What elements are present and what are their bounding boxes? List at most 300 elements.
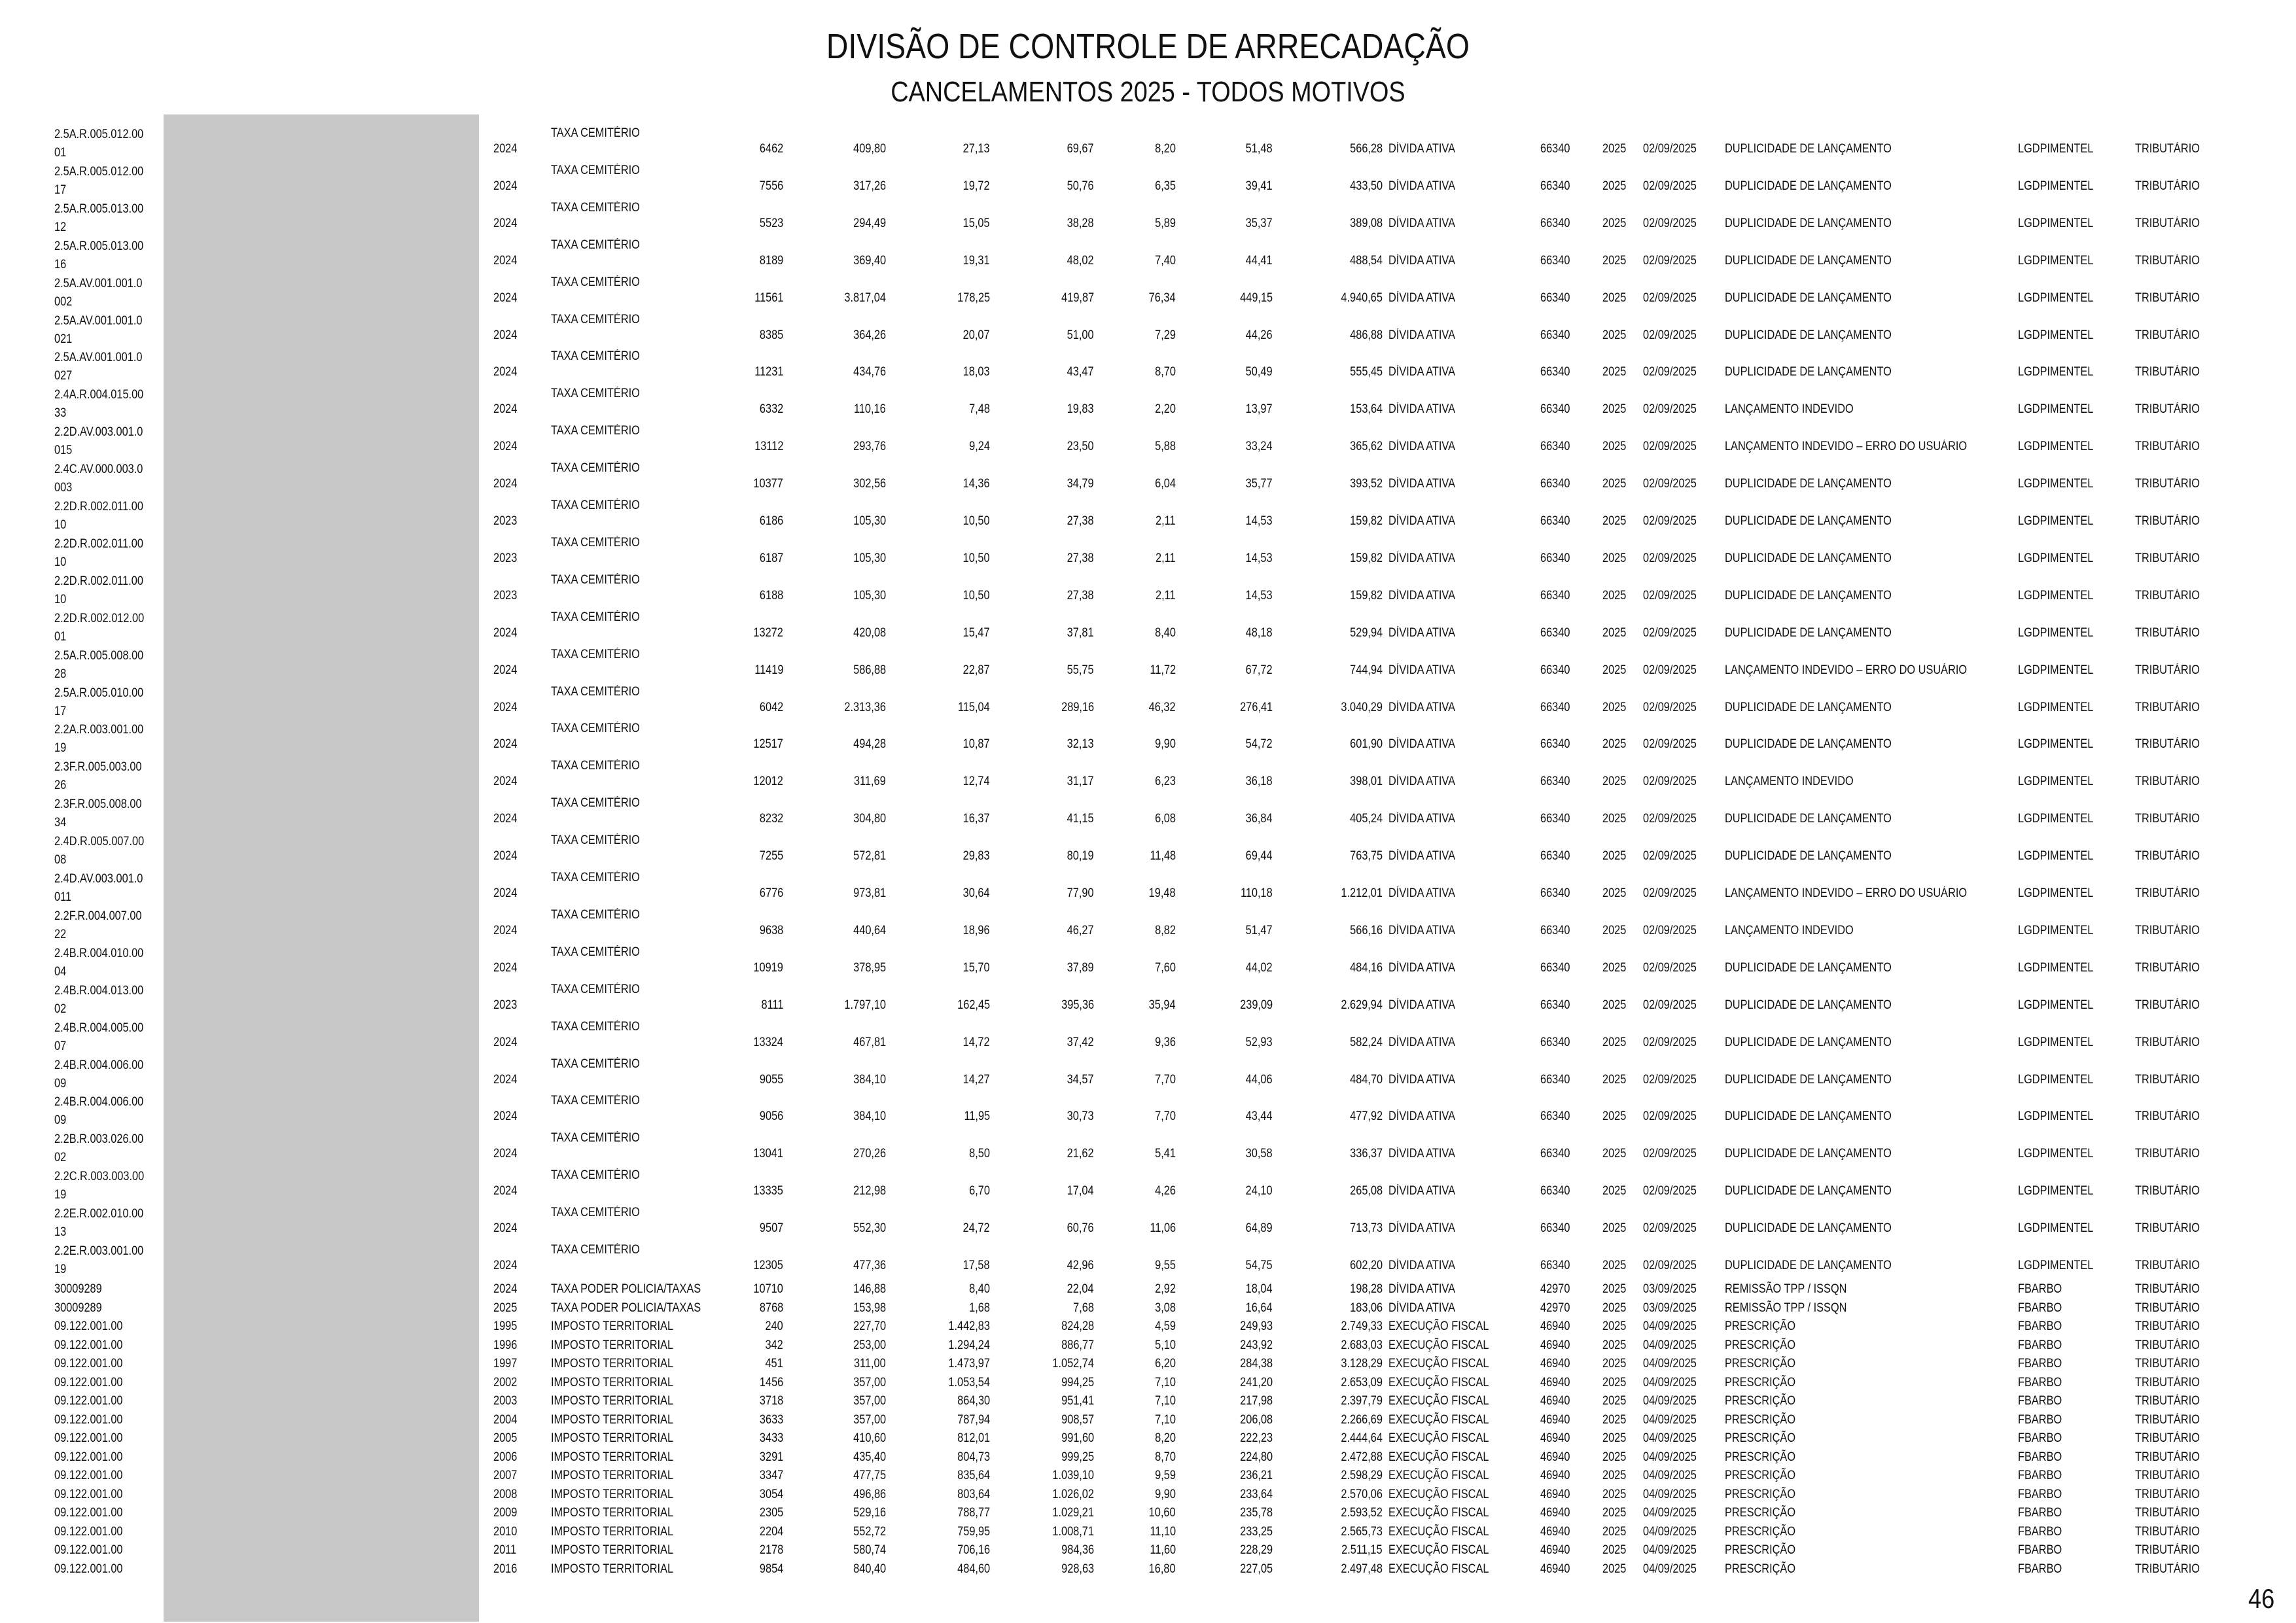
cell-cod: 46940 <box>1540 1543 1570 1557</box>
cell-tipo: DÍVIDA ATIVA <box>1388 886 1456 900</box>
cell-v5: 54,75 <box>1246 1259 1273 1272</box>
cell-date: 04/09/2025 <box>1643 1524 1697 1539</box>
cell-v3: 48,02 <box>1067 253 1094 268</box>
cell-num: 9056 <box>759 1109 783 1124</box>
cell-inscricao: 2.5A.R.005.013.00 <box>54 201 144 216</box>
cell-user: LGDPIMENTEL <box>2018 886 2094 900</box>
cell-user: LGDPIMENTEL <box>2018 663 2094 677</box>
cell-inscricao-cont: 19 <box>54 741 67 756</box>
cell-desc: IMPOSTO TERRITORIAL <box>551 1375 674 1389</box>
cell-num: 9638 <box>759 923 783 937</box>
cell-ano: 2025 <box>1602 700 1627 714</box>
cell-desc: TAXA CEMITÉRIO <box>551 1019 640 1034</box>
cell-ano: 2025 <box>1602 514 1627 528</box>
cell-v2: 484,60 <box>957 1562 990 1576</box>
cell-v3: 951,41 <box>1061 1394 1094 1408</box>
cell-tipo: DÍVIDA ATIVA <box>1388 1072 1456 1087</box>
cell-v5: 241,20 <box>1240 1375 1273 1389</box>
cell-inscricao-cont: 011 <box>54 890 72 904</box>
cell-v1: 420,08 <box>853 625 886 640</box>
cell-cod: 46940 <box>1540 1469 1570 1482</box>
cell-v4: 8,20 <box>1155 142 1176 156</box>
cell-num: 5523 <box>759 216 783 230</box>
cell-ano: 2025 <box>1602 1221 1627 1236</box>
cell-v3: 1.026,02 <box>1052 1487 1094 1501</box>
cell-v1: 105,30 <box>853 588 886 602</box>
cell-cod: 66340 <box>1540 551 1570 565</box>
cell-user: LGDPIMENTEL <box>2018 440 2094 454</box>
cell-user: FBARBO <box>2018 1300 2062 1315</box>
cell-v3: 419,87 <box>1061 290 1094 305</box>
cell-v1: 1.797,10 <box>844 998 886 1012</box>
cell-desc: TAXA CEMITÉRIO <box>551 461 640 476</box>
cell-tipo: EXECUÇÃO FISCAL <box>1388 1524 1489 1539</box>
cell-v5: 30,58 <box>1246 1147 1273 1161</box>
cell-setor: TRIBUTÁRIO <box>2135 775 2200 789</box>
cell-year: 2024 <box>493 625 518 640</box>
cell-motivo: LANÇAMENTO INDEVIDO <box>1725 923 1854 937</box>
cell-year: 2024 <box>493 477 518 491</box>
cell-ano: 2025 <box>1602 1412 1627 1427</box>
cell-num: 11561 <box>754 290 783 305</box>
cell-v5: 276,41 <box>1240 700 1273 714</box>
cell-v4: 19,48 <box>1149 886 1176 900</box>
cell-num: 3054 <box>759 1487 783 1501</box>
cell-user: LGDPIMENTEL <box>2018 737 2094 752</box>
cell-motivo: DUPLICIDADE DE LANÇAMENTO <box>1725 960 1892 975</box>
cell-v4: 7,10 <box>1155 1412 1176 1427</box>
cell-ano: 2025 <box>1602 1357 1627 1370</box>
cell-num: 8232 <box>759 812 783 826</box>
table-row <box>0 1282 2296 1300</box>
cell-v1: 572,81 <box>853 849 886 864</box>
cell-user: FBARBO <box>2018 1338 2062 1352</box>
cell-inscricao-cont: 10 <box>54 555 67 569</box>
cell-user: LGDPIMENTEL <box>2018 477 2094 491</box>
cell-num: 6187 <box>759 551 783 565</box>
cell-v4: 10,60 <box>1149 1506 1176 1520</box>
page-title: DIVISÃO DE CONTROLE DE ARRECADAÇÃO <box>826 27 1470 66</box>
cell-v3: 886,77 <box>1061 1338 1094 1352</box>
cell-total: 486,88 <box>1350 328 1383 342</box>
cell-v3: 69,67 <box>1067 142 1094 156</box>
page-number: 46 <box>2248 1583 2275 1614</box>
cell-ano: 2025 <box>1602 402 1627 417</box>
cell-v4: 11,72 <box>1150 663 1176 677</box>
cell-ano: 2025 <box>1602 365 1627 379</box>
cell-ano: 2025 <box>1602 960 1627 975</box>
cell-v1: 364,26 <box>853 328 886 342</box>
cell-v3: 27,38 <box>1067 514 1094 528</box>
cell-inscricao: 09.122.001.00 <box>54 1319 123 1333</box>
cell-inscricao: 2.4D.AV.003.001.0 <box>54 872 143 886</box>
cell-v3: 19,83 <box>1067 402 1094 417</box>
cell-desc: IMPOSTO TERRITORIAL <box>551 1450 674 1464</box>
cell-v3: 34,57 <box>1067 1072 1094 1087</box>
cell-user: LGDPIMENTEL <box>2018 1147 2094 1161</box>
cell-user: LGDPIMENTEL <box>2018 960 2094 975</box>
cell-setor: TRIBUTÁRIO <box>2135 514 2200 528</box>
cell-inscricao: 09.122.001.00 <box>54 1506 123 1520</box>
cell-date: 02/09/2025 <box>1643 328 1697 342</box>
cell-tipo: DÍVIDA ATIVA <box>1388 849 1456 864</box>
cell-setor: TRIBUTÁRIO <box>2135 1338 2200 1352</box>
cell-date: 03/09/2025 <box>1643 1300 1697 1315</box>
cell-v4: 7,60 <box>1155 960 1176 975</box>
cell-tipo: DÍVIDA ATIVA <box>1388 253 1456 268</box>
cell-num: 3291 <box>759 1450 783 1464</box>
table-row <box>0 760 2296 797</box>
cell-total: 159,82 <box>1350 514 1383 528</box>
cell-num: 3433 <box>759 1431 783 1445</box>
cell-year: 2024 <box>493 216 518 230</box>
cell-v4: 5,88 <box>1155 440 1176 454</box>
cell-user: LGDPIMENTEL <box>2018 1035 2094 1049</box>
cell-setor: TRIBUTÁRIO <box>2135 1035 2200 1049</box>
cell-setor: TRIBUTÁRIO <box>2135 663 2200 677</box>
cell-v3: 38,28 <box>1067 216 1094 230</box>
cell-inscricao-cont: 08 <box>54 853 67 867</box>
cell-inscricao: 09.122.001.00 <box>54 1375 123 1389</box>
cell-ano: 2025 <box>1602 1487 1627 1501</box>
cell-inscricao: 2.4A.R.004.015.00 <box>54 388 144 402</box>
cell-v3: 60,76 <box>1067 1221 1094 1236</box>
cell-cod: 46940 <box>1540 1412 1570 1427</box>
table-row <box>0 1562 2296 1580</box>
cell-v2: 8,50 <box>969 1147 990 1161</box>
cell-desc: TAXA CEMITÉRIO <box>551 833 640 848</box>
cell-cod: 66340 <box>1540 886 1570 900</box>
cell-v3: 31,17 <box>1067 775 1094 789</box>
cell-inscricao-cont: 01 <box>54 629 67 644</box>
cell-cod: 66340 <box>1540 1259 1570 1272</box>
cell-total: 484,70 <box>1350 1072 1383 1087</box>
cell-ano: 2025 <box>1602 998 1627 1012</box>
cell-date: 02/09/2025 <box>1643 551 1697 565</box>
cell-v1: 552,30 <box>853 1221 886 1236</box>
table-row <box>0 425 2296 462</box>
cell-motivo: LANÇAMENTO INDEVIDO – ERRO DO USUÁRIO <box>1725 663 1968 677</box>
cell-ano: 2025 <box>1602 1562 1627 1576</box>
cell-cod: 66340 <box>1540 588 1570 602</box>
cell-inscricao-cont: 34 <box>54 816 67 830</box>
cell-num: 6042 <box>759 700 783 714</box>
cell-setor: TRIBUTÁRIO <box>2135 1524 2200 1539</box>
cell-date: 02/09/2025 <box>1643 849 1697 864</box>
cell-v4: 9,90 <box>1155 1487 1176 1501</box>
cell-v1: 105,30 <box>853 551 886 565</box>
cell-v1: 529,16 <box>853 1506 886 1520</box>
cell-v5: 243,92 <box>1240 1338 1273 1352</box>
cell-desc: IMPOSTO TERRITORIAL <box>551 1357 674 1370</box>
table-row <box>0 1021 2296 1058</box>
cell-v3: 51,00 <box>1067 328 1094 342</box>
cell-cod: 66340 <box>1540 737 1570 752</box>
cell-motivo: DUPLICIDADE DE LANÇAMENTO <box>1725 1147 1892 1161</box>
cell-v5: 249,93 <box>1240 1319 1273 1333</box>
cell-v2: 8,40 <box>969 1282 990 1296</box>
cell-setor: TRIBUTÁRIO <box>2135 402 2200 417</box>
cell-setor: TRIBUTÁRIO <box>2135 1469 2200 1482</box>
cell-v3: 30,73 <box>1067 1109 1094 1124</box>
cell-year: 2024 <box>493 179 518 193</box>
cell-v2: 9,24 <box>969 440 990 454</box>
cell-v3: 395,36 <box>1061 998 1094 1012</box>
cell-setor: TRIBUTÁRIO <box>2135 737 2200 752</box>
table-row <box>0 239 2296 276</box>
cell-cod: 66340 <box>1540 1072 1570 1087</box>
cell-v3: 27,38 <box>1067 588 1094 602</box>
cell-v3: 1.052,74 <box>1052 1357 1094 1370</box>
cell-v4: 8,82 <box>1155 923 1176 937</box>
cell-desc: TAXA CEMITÉRIO <box>551 759 640 773</box>
cell-date: 02/09/2025 <box>1643 998 1697 1012</box>
cell-user: LGDPIMENTEL <box>2018 812 2094 826</box>
cell-inscricao: 2.5A.R.005.012.00 <box>54 128 144 141</box>
cell-year: 2024 <box>493 142 518 156</box>
cell-v2: 787,94 <box>957 1412 990 1427</box>
cell-v2: 17,58 <box>963 1259 990 1272</box>
table-row <box>0 835 2296 871</box>
cell-v2: 19,31 <box>963 253 990 268</box>
cell-cod: 42970 <box>1540 1282 1570 1296</box>
cell-v5: 51,47 <box>1246 923 1273 937</box>
cell-ano: 2025 <box>1602 1319 1627 1333</box>
cell-v1: 146,88 <box>853 1282 886 1296</box>
cell-tipo: DÍVIDA ATIVA <box>1388 1035 1456 1049</box>
cell-v3: 27,38 <box>1067 551 1094 565</box>
cell-v4: 11,60 <box>1150 1543 1176 1557</box>
cell-desc: TAXA CEMITÉRIO <box>551 572 640 587</box>
table-row <box>0 500 2296 536</box>
cell-total: 763,75 <box>1350 849 1383 864</box>
cell-date: 04/09/2025 <box>1643 1357 1697 1370</box>
cell-motivo: PRESCRIÇÃO <box>1725 1469 1796 1482</box>
cell-inscricao: 09.122.001.00 <box>54 1469 123 1482</box>
cell-ano: 2025 <box>1602 216 1627 230</box>
cell-cod: 66340 <box>1540 402 1570 417</box>
cell-v2: 15,70 <box>963 960 990 975</box>
cell-date: 04/09/2025 <box>1643 1450 1697 1464</box>
cell-tipo: DÍVIDA ATIVA <box>1388 551 1456 565</box>
cell-v2: 803,64 <box>957 1487 990 1501</box>
cell-cod: 66340 <box>1540 142 1570 156</box>
cell-desc: IMPOSTO TERRITORIAL <box>551 1394 674 1408</box>
cell-v4: 2,92 <box>1155 1282 1176 1296</box>
cell-ano: 2025 <box>1602 1469 1627 1482</box>
cell-v2: 11,95 <box>964 1109 990 1124</box>
cell-v2: 115,04 <box>958 700 990 714</box>
cell-total: 529,94 <box>1350 625 1383 640</box>
cell-cod: 66340 <box>1540 1035 1570 1049</box>
cell-v1: 410,60 <box>853 1431 886 1445</box>
cell-desc: TAXA CEMITÉRIO <box>551 610 640 624</box>
cell-motivo: LANÇAMENTO INDEVIDO – ERRO DO USUÁRIO <box>1725 886 1968 900</box>
cell-v2: 162,45 <box>957 998 990 1012</box>
cell-motivo: DUPLICIDADE DE LANÇAMENTO <box>1725 1109 1892 1124</box>
cell-setor: TRIBUTÁRIO <box>2135 1431 2200 1445</box>
cell-setor: TRIBUTÁRIO <box>2135 960 2200 975</box>
cell-motivo: DUPLICIDADE DE LANÇAMENTO <box>1725 1072 1892 1087</box>
cell-year: 2024 <box>493 1147 518 1161</box>
cell-motivo: DUPLICIDADE DE LANÇAMENTO <box>1725 477 1892 491</box>
cell-setor: TRIBUTÁRIO <box>2135 700 2200 714</box>
cell-v1: 369,40 <box>853 253 886 268</box>
cell-v4: 2,11 <box>1156 514 1176 528</box>
cell-setor: TRIBUTÁRIO <box>2135 1375 2200 1389</box>
cell-desc: IMPOSTO TERRITORIAL <box>551 1412 674 1427</box>
cell-date: 02/09/2025 <box>1643 663 1697 677</box>
cell-tipo: DÍVIDA ATIVA <box>1388 477 1456 491</box>
cell-v3: 908,57 <box>1061 1412 1094 1427</box>
cell-num: 2178 <box>759 1543 783 1557</box>
cell-v3: 991,60 <box>1061 1431 1094 1445</box>
cell-desc: TAXA CEMITÉRIO <box>551 200 640 215</box>
cell-date: 04/09/2025 <box>1643 1394 1697 1408</box>
cell-desc: IMPOSTO TERRITORIAL <box>551 1524 674 1539</box>
cell-motivo: DUPLICIDADE DE LANÇAMENTO <box>1725 700 1892 714</box>
cell-setor: TRIBUTÁRIO <box>2135 477 2200 491</box>
cell-v1: 253,00 <box>853 1338 886 1352</box>
cell-year: 2024 <box>493 886 518 900</box>
cell-ano: 2025 <box>1602 1300 1627 1315</box>
cell-v4: 6,08 <box>1155 812 1176 826</box>
cell-total: 1.212,01 <box>1341 886 1383 900</box>
cell-cod: 46940 <box>1540 1524 1570 1539</box>
cell-desc: TAXA PODER POLICIA/TAXAS <box>551 1282 701 1296</box>
table-row <box>0 1095 2296 1132</box>
cell-inscricao: 09.122.001.00 <box>54 1431 123 1445</box>
cell-num: 6186 <box>759 514 783 528</box>
cell-v3: 1.029,21 <box>1052 1506 1094 1520</box>
cell-setor: TRIBUTÁRIO <box>2135 1282 2200 1296</box>
cell-v2: 14,36 <box>963 477 990 491</box>
cell-total: 3.040,29 <box>1341 700 1383 714</box>
cell-cod: 66340 <box>1540 663 1570 677</box>
cell-v1: 973,81 <box>853 886 886 900</box>
cell-total: 198,28 <box>1350 1282 1383 1296</box>
cell-year: 2024 <box>493 663 518 677</box>
cell-v1: 477,36 <box>853 1259 886 1272</box>
cell-total: 159,82 <box>1350 588 1383 602</box>
cell-v3: 7,68 <box>1073 1300 1094 1315</box>
cell-v3: 77,90 <box>1067 886 1094 900</box>
cell-user: LGDPIMENTEL <box>2018 1072 2094 1087</box>
cell-setor: TRIBUTÁRIO <box>2135 1109 2200 1124</box>
table-row <box>0 1450 2296 1469</box>
cell-ano: 2025 <box>1602 812 1627 826</box>
cell-num: 11419 <box>754 663 783 677</box>
cell-desc: TAXA CEMITÉRIO <box>551 1206 640 1220</box>
cell-num: 342 <box>765 1338 783 1352</box>
cell-num: 9055 <box>759 1072 783 1087</box>
cell-year: 2011 <box>493 1543 517 1557</box>
table-row <box>0 1319 2296 1338</box>
cell-v5: 206,08 <box>1240 1412 1273 1427</box>
cell-date: 04/09/2025 <box>1643 1487 1697 1501</box>
cell-total: 484,16 <box>1350 960 1383 975</box>
cell-v1: 302,56 <box>853 477 886 491</box>
cell-v5: 52,93 <box>1246 1035 1273 1049</box>
cell-num: 10710 <box>753 1282 783 1296</box>
cell-v4: 11,48 <box>1150 849 1176 864</box>
cell-desc: TAXA CEMITÉRIO <box>551 1094 640 1108</box>
cell-year: 2007 <box>493 1469 518 1482</box>
cell-desc: TAXA CEMITÉRIO <box>551 982 640 996</box>
cell-cod: 66340 <box>1540 514 1570 528</box>
cell-desc: TAXA CEMITÉRIO <box>551 647 640 661</box>
cell-ano: 2025 <box>1602 1506 1627 1520</box>
cell-year: 2024 <box>493 1221 518 1236</box>
cell-num: 9854 <box>759 1562 783 1576</box>
cell-v4: 9,90 <box>1155 737 1176 752</box>
cell-total: 566,16 <box>1350 923 1383 937</box>
cell-tipo: DÍVIDA ATIVA <box>1388 328 1456 342</box>
cell-cod: 46940 <box>1540 1319 1570 1333</box>
cell-cod: 66340 <box>1540 849 1570 864</box>
cell-setor: TRIBUTÁRIO <box>2135 551 2200 565</box>
cell-v3: 32,13 <box>1067 737 1094 752</box>
cell-v1: 311,69 <box>854 775 886 789</box>
cell-v4: 7,40 <box>1155 253 1176 268</box>
cell-num: 8385 <box>759 328 783 342</box>
table-row <box>0 1488 2296 1506</box>
cell-user: LGDPIMENTEL <box>2018 253 2094 268</box>
cell-v4: 8,70 <box>1155 1450 1176 1464</box>
cell-date: 02/09/2025 <box>1643 514 1697 528</box>
cell-setor: TRIBUTÁRIO <box>2135 1184 2200 1198</box>
cell-v4: 8,20 <box>1155 1431 1176 1445</box>
cell-tipo: DÍVIDA ATIVA <box>1388 402 1456 417</box>
cell-user: FBARBO <box>2018 1543 2062 1557</box>
cell-ano: 2025 <box>1602 849 1627 864</box>
cell-user: FBARBO <box>2018 1412 2062 1427</box>
cell-inscricao: 2.5A.R.005.012.00 <box>54 164 144 179</box>
cell-desc: IMPOSTO TERRITORIAL <box>551 1543 674 1557</box>
cell-year: 2024 <box>493 440 518 454</box>
cell-ano: 2025 <box>1602 1109 1627 1124</box>
cell-v2: 12,74 <box>963 775 990 789</box>
cell-year: 2024 <box>493 290 518 305</box>
cell-v4: 7,70 <box>1155 1109 1176 1124</box>
cell-v3: 1.039,10 <box>1052 1469 1094 1482</box>
cell-inscricao-cont: 10 <box>54 518 67 532</box>
cell-num: 6462 <box>759 142 783 156</box>
cell-year: 2024 <box>493 960 518 975</box>
cell-ano: 2025 <box>1602 477 1627 491</box>
cell-ano: 2025 <box>1602 886 1627 900</box>
cell-v1: 3.817,04 <box>844 290 886 305</box>
cell-tipo: DÍVIDA ATIVA <box>1388 1184 1456 1198</box>
cell-year: 2023 <box>493 588 518 602</box>
cell-total: 555,45 <box>1350 365 1383 379</box>
cell-date: 02/09/2025 <box>1643 253 1697 268</box>
cell-date: 02/09/2025 <box>1643 1147 1697 1161</box>
cell-ano: 2025 <box>1602 1072 1627 1087</box>
cell-v1: 467,81 <box>853 1035 886 1049</box>
cell-cod: 46940 <box>1540 1487 1570 1501</box>
cell-desc: TAXA CEMITÉRIO <box>551 349 640 364</box>
cell-desc: TAXA CEMITÉRIO <box>551 312 640 326</box>
cell-tipo: DÍVIDA ATIVA <box>1388 775 1456 789</box>
cell-motivo: LANÇAMENTO INDEVIDO <box>1725 402 1854 417</box>
cell-v5: 64,89 <box>1246 1221 1273 1236</box>
cell-setor: TRIBUTÁRIO <box>2135 365 2200 379</box>
cell-desc: TAXA CEMITÉRIO <box>551 796 640 811</box>
cell-inscricao-cont: 12 <box>54 220 67 234</box>
cell-cod: 46940 <box>1540 1357 1570 1370</box>
cell-motivo: DUPLICIDADE DE LANÇAMENTO <box>1725 253 1892 268</box>
